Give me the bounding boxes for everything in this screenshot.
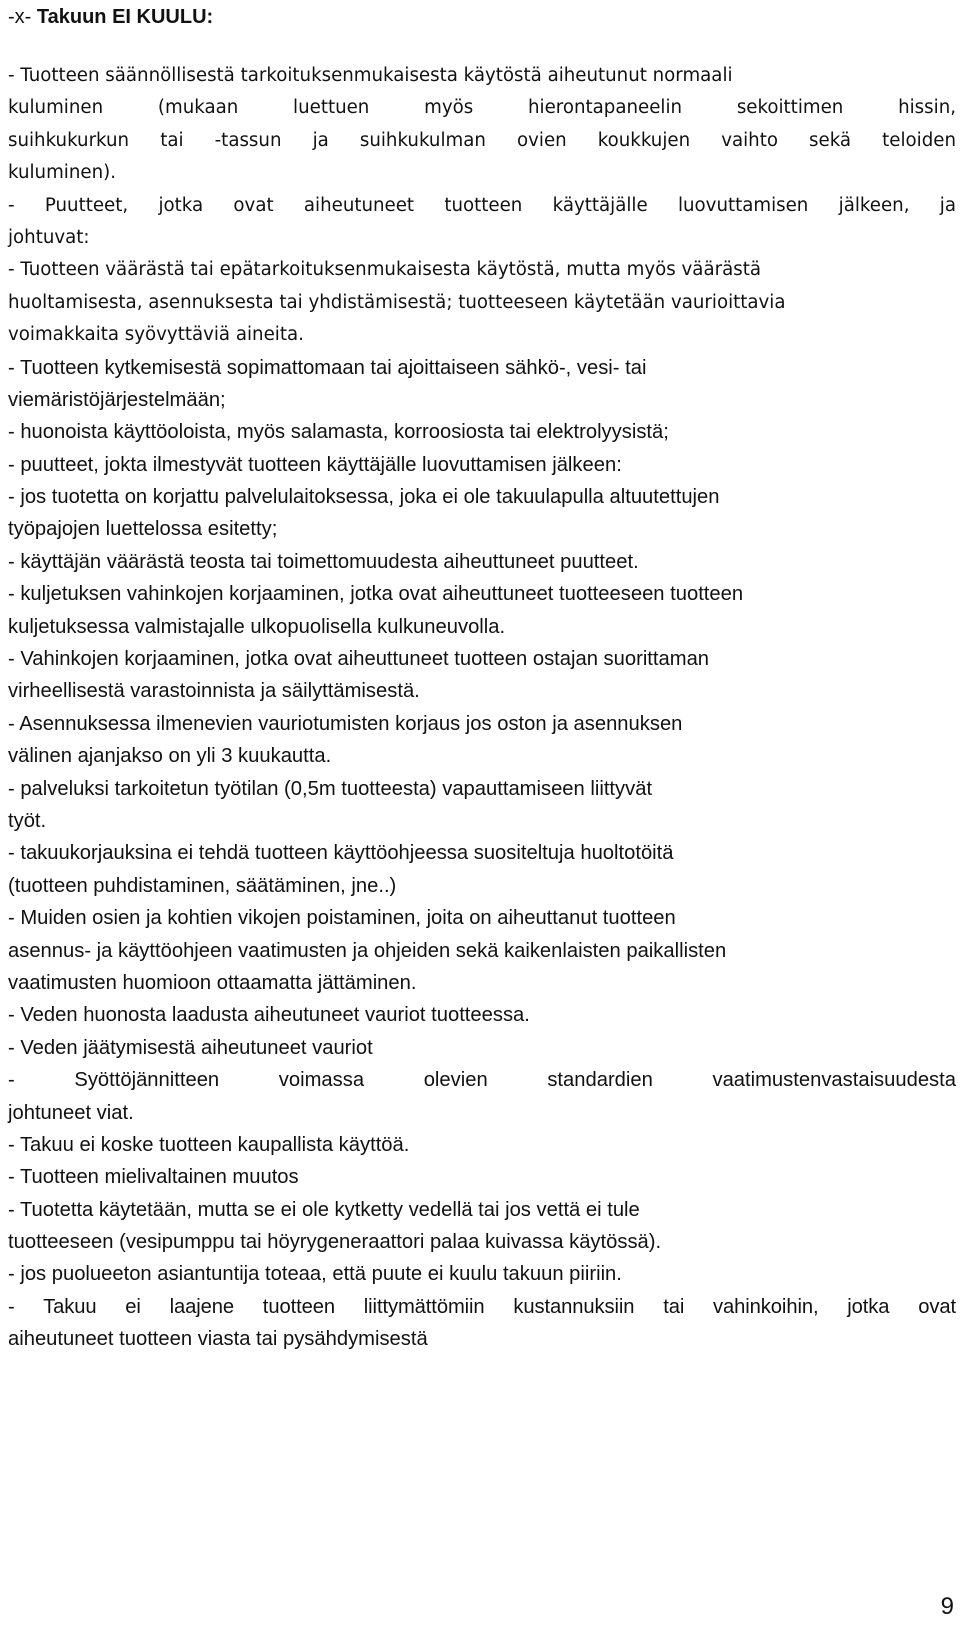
- text-line: - palveluksi tarkoitetun työtilan (0,5m tuotteesta) vapauttamiseen liittyvät: [8, 777, 653, 800]
- text-line: johtuneet viat.: [8, 1101, 134, 1124]
- text-line: (tuotteen puhdistaminen, säätäminen, jne..): [8, 874, 397, 897]
- document-page: [8, 0, 956, 1356]
- text-line: vaatimusten huomioon ottaamatta jättäminen.: [8, 971, 417, 994]
- text-line: - Tuotteen kytkemisestä sopimattomaan tai ajoittaiseen sähkö-, vesi- tai: [8, 356, 647, 379]
- text-line: - käyttäjän väärästä teosta tai toimettomuudesta aiheuttuneet puutteet.: [8, 550, 639, 573]
- text-line: - Tuotteen väärästä tai epätarkoituksenmukaisesta käytöstä, mutta myös väärästä: [8, 259, 761, 281]
- text-line: - Tuotteen mielivaltainen muutos: [8, 1166, 299, 1189]
- text-line: - Veden huonosta laadusta aiheutuneet vauriot tuotteessa.: [8, 1004, 530, 1027]
- text-line: välinen ajanjakso on yli 3 kuukautta.: [8, 745, 332, 768]
- text-line: - Tuotteen säännöllisestä tarkoituksenmukaisesta käytöstä aiheutunut normaali: [8, 65, 733, 86]
- text-line: - Puutteet, jotka ovat aiheutuneet tuotteen käyttäjälle luovuttamisen jälkeen, ja: [8, 194, 956, 216]
- text-line: - jos tuotetta on korjattu palvelulaitoksessa, joka ei ole takuulapulla altuutettujen: [8, 486, 720, 509]
- text-line: - takuukorjauksina ei tehdä tuotteen käyttöohjeessa suositeltuja huoltotöitä: [8, 842, 674, 865]
- text-line: työpajojen luettelossa esitetty;: [8, 518, 278, 541]
- text-line: - jos puolueeton asiantuntija toteaa, että puute ei kuulu takuun piiriin.: [8, 1263, 622, 1286]
- exclusions-list: [8, 60, 956, 1356]
- text-line: työt.: [8, 809, 47, 832]
- text-line: - huonoista käyttöoloista, myös salamasta, korroosiosta tai elektrolyysistä;: [8, 421, 669, 444]
- text-line: viemäristöjärjestelmään;: [8, 388, 226, 411]
- text-line: huoltamisesta, asennuksesta tai yhdistämisestä; tuotteeseen käytetään vaurioittavia: [8, 291, 786, 313]
- text-line: - Tuotetta käytetään, mutta se ei ole kytketty vedellä tai jos vettä ei tule: [8, 1198, 640, 1221]
- text-line: aiheutuneet tuotteen viasta tai pysähdymisestä: [8, 1328, 428, 1351]
- text-line: voimakkaita syövyttäviä aineita.: [8, 324, 304, 346]
- text-line: johtuvat:: [8, 226, 90, 248]
- heading-title: Takuun EI KUULU:: [36, 6, 214, 28]
- text-line: - Takuu ei laajene tuotteen liittymättömiin kustannuksiin tai vahinkoihin, jotka ovat: [8, 1295, 956, 1318]
- text-line: virheellisestä varastoinnista ja säilyttämisestä.: [8, 680, 420, 703]
- text-line: - Takuu ei koske tuotteen kaupallista käyttöä.: [8, 1133, 410, 1156]
- text-line: - Muiden osien ja kohtien vikojen poistaminen, joita on aiheuttanut tuotteen: [8, 907, 676, 930]
- text-line: - Veden jäätymisestä aiheutuneet vauriot: [8, 1036, 373, 1059]
- text-line: tuotteeseen (vesipumppu tai höyrygeneraattori palaa kuivassa käytössä).: [8, 1231, 662, 1254]
- text-line: kuluminen (mukaan luettuen myös hierontapaneelin sekoittimen hissin,: [8, 97, 956, 119]
- text-line: suihkukurkun tai -tassun ja suihkukulman ovien koukkujen vaihto sekä teloiden: [8, 129, 956, 151]
- text-line: - puutteet, jokta ilmestyvät tuotteen käyttäjälle luovuttamisen jälkeen:: [8, 453, 622, 476]
- text-line: - Vahinkojen korjaaminen, jotka ovat aiheuttuneet tuotteen ostajan suorittaman: [8, 648, 710, 671]
- text-line: - kuljetuksen vahinkojen korjaaminen, jotka ovat aiheuttuneet tuotteeseen tuotteen: [8, 583, 744, 606]
- text-line: kuluminen).: [8, 162, 116, 184]
- section-heading: [8, 0, 956, 34]
- text-line: kuljetuksessa valmistajalle ulkopuolisella kulkuneuvolla.: [8, 615, 506, 638]
- text-line: - Asennuksessa ilmenevien vauriotumisten korjaus jos oston ja asennuksen: [8, 712, 683, 735]
- heading-marker: -x-: [8, 6, 32, 28]
- page-number: 9: [940, 1593, 954, 1620]
- text-line: - Syöttöjännitteen voimassa olevien standardien vaatimustenvastaisuudesta: [8, 1069, 956, 1092]
- text-line: asennus- ja käyttöohjeen vaatimusten ja ohjeiden sekä kaikenlaisten paikallisten: [8, 939, 727, 962]
